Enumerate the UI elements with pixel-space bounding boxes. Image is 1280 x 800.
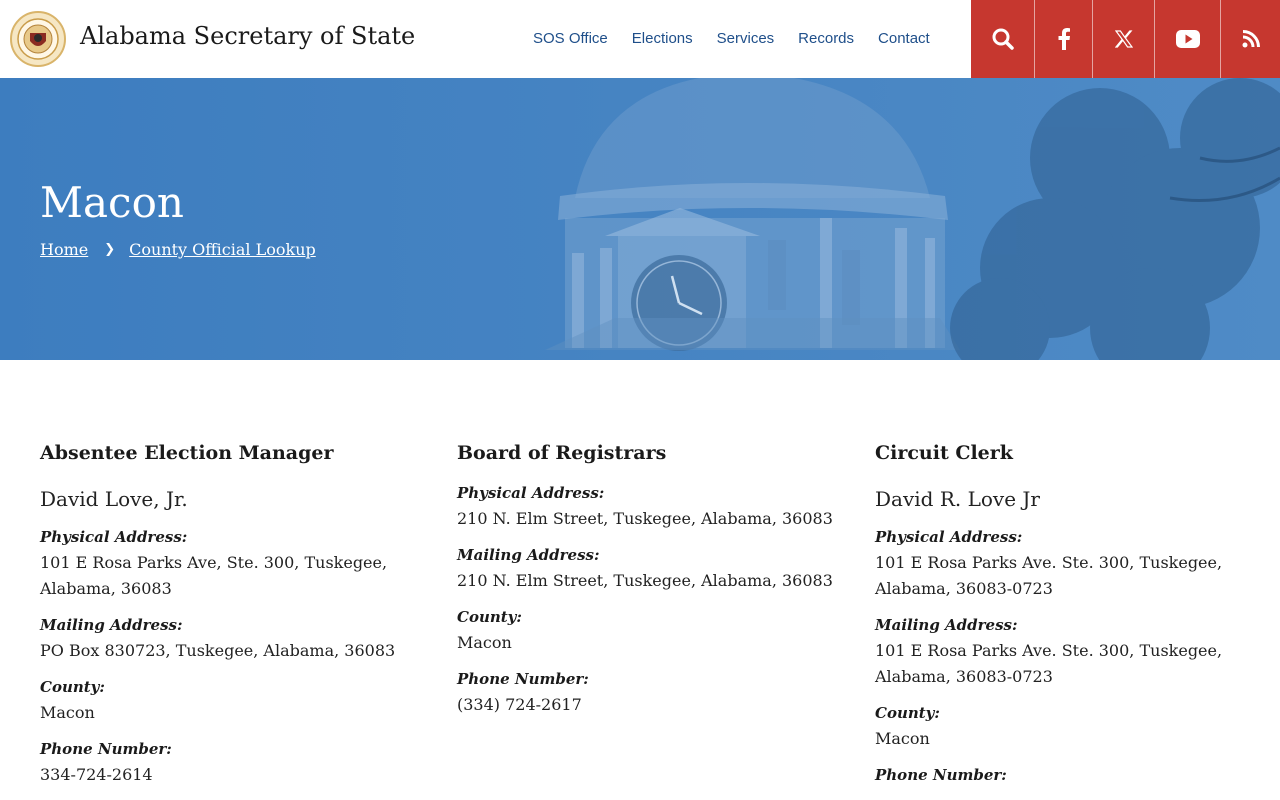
phone-number-field — [40, 738, 420, 788]
breadcrumb-county-official-lookup-link[interactable]: County Official Lookup — [129, 240, 316, 259]
office-heading: Board of Registrars — [457, 442, 667, 464]
physical-address-field — [875, 526, 1255, 602]
field-label: Phone Number: — [40, 740, 172, 758]
official-card-circuit-clerk — [875, 440, 1255, 788]
nav-item-services[interactable]: Services — [716, 30, 775, 47]
nav-item-contact[interactable]: Contact — [878, 30, 930, 47]
field-value: 101 E Rosa Parks Ave. Ste. 300, Tuskegee, Alabama, 36083-0723 — [875, 641, 1223, 686]
field-value: 101 E Rosa Parks Ave. Ste. 300, Tuskegee, Alabama, 36083-0723 — [875, 553, 1223, 598]
mailing-address-field — [40, 614, 420, 664]
field-label: County: — [457, 608, 522, 626]
field-label: Mailing Address: — [457, 546, 600, 564]
field-value: Macon — [40, 703, 95, 722]
field-label: Physical Address: — [875, 528, 1023, 546]
field-value: Macon — [457, 633, 512, 652]
office-heading: Absentee Election Manager — [40, 442, 334, 464]
field-label: Physical Address: — [40, 528, 188, 546]
facebook-button[interactable] — [1035, 0, 1093, 78]
nav-item-records[interactable]: Records — [798, 30, 855, 47]
x-icon — [1115, 30, 1133, 48]
official-name: David R. Love Jr — [875, 487, 1040, 511]
field-value: 210 N. Elm Street, Tuskegee, Alabama, 36083 — [457, 571, 833, 590]
rss-button[interactable] — [1221, 0, 1280, 78]
social-bar — [971, 0, 1280, 78]
county-field — [875, 702, 1255, 752]
phone-number-field — [875, 764, 1255, 786]
main-nav — [533, 30, 954, 50]
field-label: County: — [875, 704, 940, 722]
field-label: Mailing Address: — [40, 616, 183, 634]
physical-address-field — [40, 526, 420, 602]
field-label: Phone Number: — [875, 766, 1007, 784]
youtube-button[interactable] — [1155, 0, 1221, 78]
mailing-address-field — [457, 544, 837, 594]
field-label: Physical Address: — [457, 484, 605, 502]
chevron-right-icon: ❯ — [104, 242, 116, 257]
facebook-icon — [1057, 28, 1071, 50]
county-field — [457, 606, 837, 656]
site-title[interactable]: Alabama Secretary of State — [80, 22, 416, 50]
field-label: Mailing Address: — [875, 616, 1018, 634]
field-value: 101 E Rosa Parks Ave, Ste. 300, Tuskegee, Alabama, 36083 — [40, 553, 388, 598]
phone-number-field — [457, 668, 837, 718]
search-icon — [992, 28, 1014, 50]
state-seal-logo[interactable] — [10, 11, 66, 67]
site-header — [0, 0, 1280, 78]
field-label: Phone Number: — [457, 670, 589, 688]
field-label: County: — [40, 678, 105, 696]
breadcrumb-home-link[interactable]: Home — [40, 240, 89, 259]
official-name: David Love, Jr. — [40, 487, 188, 511]
page-title: Macon — [40, 178, 184, 227]
breadcrumb — [40, 240, 316, 259]
field-value: 334-724-2614 — [40, 765, 153, 784]
field-value: PO Box 830723, Tuskegee, Alabama, 36083 — [40, 641, 396, 660]
x-button[interactable] — [1093, 0, 1155, 78]
youtube-icon — [1176, 30, 1200, 48]
official-card-board-of-registrars — [457, 440, 837, 718]
physical-address-field — [457, 482, 837, 532]
office-heading: Circuit Clerk — [875, 442, 1013, 464]
official-card-absentee-election-manager — [40, 440, 420, 788]
mailing-address-field — [875, 614, 1255, 690]
page-hero — [0, 78, 1280, 360]
search-button[interactable] — [971, 0, 1035, 78]
field-value: (334) 724-2617 — [457, 695, 582, 714]
field-value: 210 N. Elm Street, Tuskegee, Alabama, 36083 — [457, 509, 833, 528]
nav-item-sos-office[interactable]: SOS Office — [533, 30, 608, 47]
capitol-dome-image — [0, 78, 1280, 360]
nav-item-elections[interactable]: Elections — [631, 30, 693, 47]
field-value: Macon — [875, 729, 930, 748]
county-field — [40, 676, 420, 726]
rss-icon — [1242, 30, 1260, 48]
